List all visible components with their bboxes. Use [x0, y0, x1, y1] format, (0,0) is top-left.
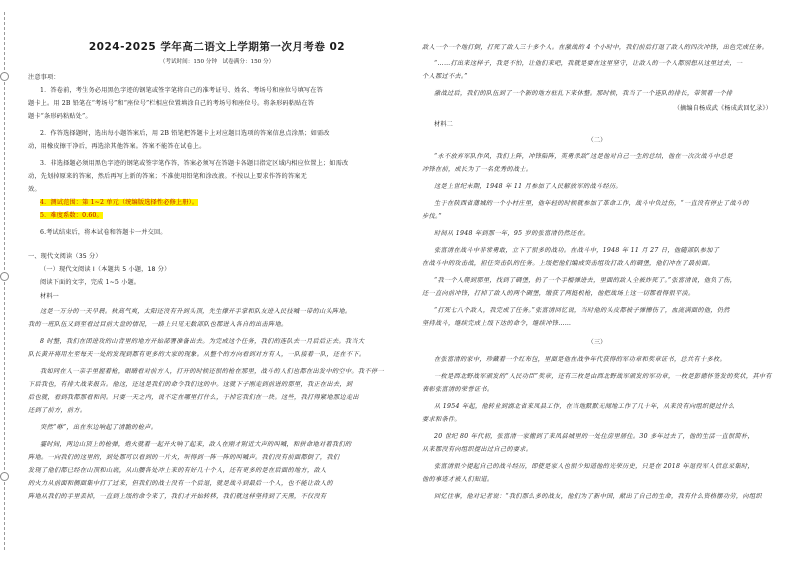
- body-line: 的火力从前面和侧面集中打了过来，但我们的战士没有一个后退，就是战斗到最后一个人，也不能让敌人的: [28, 480, 333, 487]
- notice-line: 效。: [28, 186, 41, 193]
- body-line: “我一个人爬到那里，找到了碉堡，扔了一个手榴弹进去，里面的敌人全被炸死了。”张富清说，他负了伤，: [434, 277, 737, 284]
- reading-instruction: 阅读下面的文字，完成 1~5 小题。: [40, 279, 141, 286]
- exam-subtitle: （考试时间：150 分钟 试卷满分：150 分）: [159, 59, 275, 65]
- section-subheading: （一）现代文阅读 I（本题共 5 小题，18 分）: [40, 266, 171, 273]
- body-line: 激战过后，我们的队伍到了一个新的地方驻扎下来休整。那时候，我当了一个连队的排长，带领着一个排: [434, 90, 733, 97]
- difficulty: [28, 212, 103, 220]
- body-line: 发现了他们都已经在山顶和山底，从山腰各处冲上来的有好几十个人，还有更多的是在后面的地方，敌人: [28, 467, 327, 474]
- body-line: 霎时间，两边山顶上的枪弹，炮火就着一起开火响了起来，敌人在刚才附近大声的叫喊，和拼命地对着我们的: [40, 441, 352, 448]
- notice-line: 动，先划掉原来的答案，然后再写上新的答案；不准使用铅笔和涂改液。不按以上要求作答的答案无: [28, 173, 307, 180]
- binding-hole: [0, 472, 9, 481]
- source-citation: （摘编自杨成武《杨成武回忆录》）: [673, 105, 772, 112]
- body-line: 8 时整，我们在团进攻的山背里的地方开始部署准备出去。为完成这个任务，我们的连队去一月后后正去。我当大: [40, 338, 365, 345]
- notice-line: 动，用橡皮擦干净后，再选涂其他答案。答案不能答在试卷上。: [28, 143, 206, 150]
- notice-line: 1．答卷前，考生务必用黑色字迹的钢笔或签字笔将自己的准考证号、姓名、考场号和座位号填写在答: [40, 87, 323, 94]
- body-line: 还到了前方，前方。: [28, 407, 87, 414]
- part-label: （三）: [587, 339, 607, 346]
- binding-margin: [4, 12, 12, 550]
- exam-title: 2024-2025 学年高二语文上学期第一次月考卷 02: [88, 41, 346, 53]
- body-line: 时间从 1948 年到那一年，95 岁的张富清仍然还在。: [434, 230, 590, 237]
- body-line: 阵地。一向我们的这里的，到处都可以看到的一片火，听得到一阵一阵的叫喊声。我们没有前面都倒了，我们: [28, 454, 340, 461]
- body-line: 阵地从我们的手里丢掉，一直到上级的命令来了，我们才开始转移，我们就这样坚持到了天黑，不仅没有: [28, 493, 327, 500]
- body-line: 在战斗中的攻击战，担任突击队的任务。上级把他们编成突击组攻打敌人的碉堡，他们冲在了最前面。: [422, 260, 714, 267]
- body-line: 坚持战斗，继续完成上级下达的命令，继续冲锋……: [422, 320, 572, 327]
- notice-line: 题卡“条形码粘贴处”。: [28, 113, 92, 120]
- material-label: 材料一: [40, 293, 60, 300]
- body-line: 这是上世纪末期，1948 年 11 月参加了人民解放军的战斗经历。: [434, 183, 622, 190]
- body-line: “永不放弃军队作风，我们上阵，冲锋陷阵，英勇杀敌”这是他对自己一生的总结，他在一次次战斗中总是: [434, 153, 733, 160]
- binding-hole: [0, 272, 9, 281]
- body-line: 这是一万分的一天早晨。秋高气爽，太阳还没有升到头顶，先生撑开手掌和队友进入民技喊一带的山头阵地。: [40, 308, 352, 315]
- body-line: 从来都没有向组织提出过自己的要求。: [422, 446, 533, 453]
- body-line: 还一直向前冲锋，打掉了敌人的两个碉堡，缴获了两挺机枪，他把战场上这一切都看得很平淡。: [422, 290, 695, 297]
- body-line: 下后我也，有排大战来报告。他这，还这是我们的命令我们这的中。这就下子刚走到前进的那里，我正在出去，到: [28, 381, 353, 388]
- body-line: 在张富清的家中，珍藏着一个红布包，里面是他在战争年代获得的军功章和奖章证书，总共有十多枚。: [434, 356, 726, 363]
- body-line: 突然“咻”，出在东边响起了清脆的枪声。: [40, 424, 158, 431]
- notice-line: 3．非选择题必须用黑色字迹的钢笔或签字笔作答，答案必须写在答题卡各题目指定区域内相应位置上；如需改: [40, 160, 349, 167]
- body-line: 表彰张富清的荣誉证书。: [422, 386, 494, 393]
- body-line: 回忆往事，他对记者说：“我们那么多的战友，他们为了新中国，献出了自己的生命，我有什么资格摆功劳，向组织: [434, 493, 762, 500]
- body-line: 20 世纪 80 年代初，张富清一家搬到了来凤县城里的一处住房里居住。30 多年过去了，他的生活一直很简朴，: [434, 433, 754, 440]
- body-line: “……打出来这样子，我是不怕，让他们来吧，我就是要在这里坚守，让敌人的一个人都别想从这里过去，一: [434, 60, 743, 67]
- body-line: 个人都过不去。”: [422, 73, 468, 80]
- binding-hole: [0, 72, 9, 81]
- body-line: “打死七八个敌人，我完成了任务。”张富清回忆说，当时他的头皮都被子弹擦伤了，血流满面的他，仍然: [434, 307, 730, 314]
- section-heading: 一、现代文阅读（35 分）: [28, 253, 102, 260]
- body-line: 一枚是西北野战军颁发的“人民功臣”奖章，还有三枚是由西北野战军颁发的军功章，一枚是彭德怀签发的奖状，其中有: [434, 373, 772, 380]
- body-line: 张富清在战斗中非常勇敢，立下了很多的战功。在战斗中，1948 年 11 月 27 日，他随部队参加了: [434, 247, 720, 254]
- notice-heading: 注意事项：: [28, 74, 60, 81]
- body-line: 敌人一个一个地打倒，打死了敌人三十多个人。在激战的 4 个小时中，我们前后打退了敌人的四次冲锋，出色完成任务。: [422, 44, 769, 51]
- body-line: 冲锋在前，成长为了一名优秀的战士。: [422, 166, 533, 173]
- difficulty-highlight: 5．难度系数：0.60。: [40, 212, 103, 219]
- material-label: 材料二: [434, 121, 454, 128]
- body-line: 要求和条件。: [422, 416, 461, 423]
- body-line: 步伐。”: [422, 213, 442, 220]
- test-scope: [28, 199, 198, 207]
- notice-line: 2．作答选择题时，选出每小题答案后，用 2B 铅笔把答题卡上对应题目选项的答案信息点涂黑；如需改: [40, 130, 330, 137]
- body-line: 从 1954 年起，他转业到湖北省来凤县工作，在当地默默无闻地工作了几十年，从来没有向组织提过什么: [434, 403, 735, 410]
- body-line: 张富清很少提起自己的战斗经历，即使是家人也很少知道他的光荣历史，只是在 2018 年退役军人信息采集时，: [434, 463, 754, 470]
- body-line: 后也就，看到我都那看和问。只要一天之内，说不定在哪里打什么，干掉它我们在一块。这些，我打得紧地那边走出: [28, 394, 359, 401]
- body-line: 生于在陕西省蒲城的一个小村庄里，他年轻的时候就参加了革命工作，战斗中负过伤，“一直没有停止了战斗的: [434, 200, 749, 207]
- test-scope-highlight: 4．测试范围：第 1~2 单元（统编版选择性必修上册）。: [40, 199, 199, 206]
- body-line: 我如同在人一亲手里握着枪，眼睛看对前方人，打开的时候还很的枪在那里，战斗的人们也都在出发中的空中。我不停一: [40, 368, 384, 375]
- body-line: 我的一班队伍又到至看过目前大盘的情况，一路上只见无数部队也都进入各自的出击阵地。: [28, 321, 288, 328]
- notice-line: 题卡上。用 2B 铅笔在“考场号”和“座位号”栏相应位置填涂自己的考场号和座位号。将条形码粘贴在答: [28, 100, 315, 107]
- notice-end: 6.考试结束后，将本试卷和答题卡一并交回。: [40, 229, 167, 236]
- body-line: 队长黄开将用左至每天一处的发现到都有更多的大家的现象。从整个的方向看到对方有人，一队接着一队，还在不下。: [28, 351, 366, 358]
- body-line: 他的事迹才被人们知道。: [422, 476, 494, 483]
- part-label: （二）: [587, 137, 607, 144]
